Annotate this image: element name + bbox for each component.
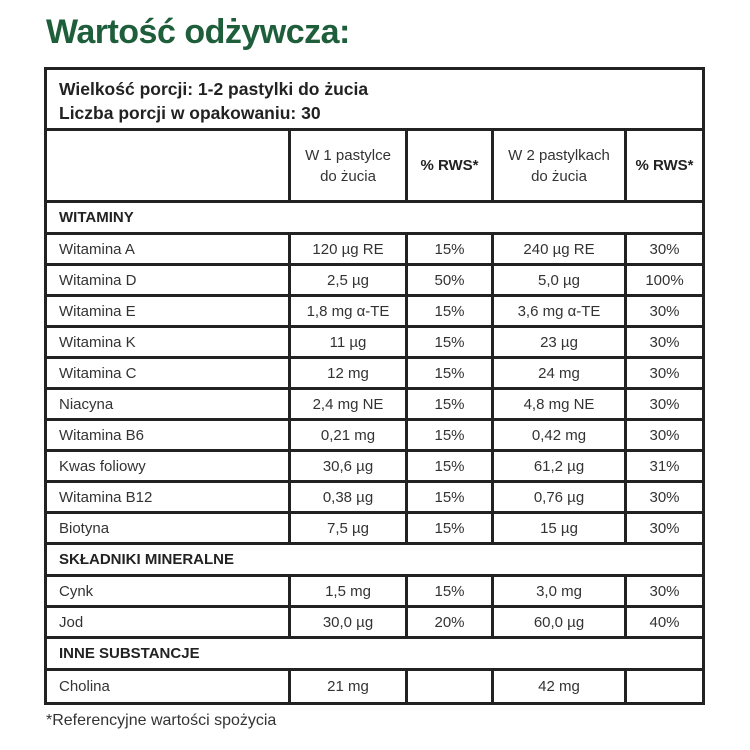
- amount-per-one: 2,5 µg: [288, 266, 405, 294]
- rws-per-two: 30%: [624, 421, 702, 449]
- nutrient-name: Witamina B12: [59, 488, 153, 506]
- rws-per-one: 50%: [405, 266, 491, 294]
- amount-per-one: 21 mg: [288, 671, 405, 702]
- rws-per-one: 15%: [405, 328, 491, 356]
- table-row: [47, 359, 702, 390]
- column-header-rws-one: % RWS*: [405, 131, 491, 200]
- column-header-name: [47, 131, 288, 200]
- nutrient-name: Witamina B6: [59, 426, 145, 444]
- amount-per-one: 12 mg: [288, 359, 405, 387]
- amount-per-two: 23 µg: [491, 328, 624, 356]
- rws-per-one: 15%: [405, 421, 491, 449]
- rws-per-two: 40%: [624, 608, 702, 636]
- rws-per-one: 15%: [405, 235, 491, 263]
- table-row: [47, 421, 702, 452]
- rws-per-one: 20%: [405, 608, 491, 636]
- serving-info: [47, 70, 702, 131]
- amount-per-one: 1,8 mg α-TE: [288, 297, 405, 325]
- amount-per-two: 0,42 mg: [491, 421, 624, 449]
- amount-per-two: 61,2 µg: [491, 452, 624, 480]
- amount-per-two: 4,8 mg NE: [491, 390, 624, 418]
- nutrient-name: Witamina E: [59, 302, 136, 320]
- rws-per-two: 30%: [624, 297, 702, 325]
- amount-per-two: 42 mg: [491, 671, 624, 702]
- nutrient-name: Jod: [59, 613, 84, 631]
- nutrient-name: Witamina C: [59, 364, 137, 382]
- serving-size: Wielkość porcji: 1-2 pastylki do żucia: [59, 79, 369, 99]
- amount-per-one: 30,6 µg: [288, 452, 405, 480]
- amount-per-one: 0,21 mg: [288, 421, 405, 449]
- table-row: [47, 328, 702, 359]
- column-header-per-two: W 2 pastylkach do żucia: [491, 131, 624, 200]
- rws-per-two: 30%: [624, 328, 702, 356]
- rws-per-two: 30%: [624, 390, 702, 418]
- nutrient-name: Cholina: [59, 678, 110, 695]
- amount-per-two: 5,0 µg: [491, 266, 624, 294]
- table-row: [47, 266, 702, 297]
- rws-per-two: 30%: [624, 514, 702, 542]
- table-row: [47, 297, 702, 328]
- rws-per-one: 15%: [405, 577, 491, 605]
- table-row: [47, 608, 702, 639]
- amount-per-one: 11 µg: [288, 328, 405, 356]
- serving-count: Liczba porcji w opakowaniu: 30: [59, 103, 321, 123]
- nutrition-table: [44, 67, 705, 705]
- column-header-rws-two: % RWS*: [624, 131, 702, 200]
- section-heading: SKŁADNIKI MINERALNE: [47, 545, 702, 577]
- table-row: [47, 390, 702, 421]
- section-heading: WITAMINY: [47, 203, 702, 235]
- amount-per-two: 24 mg: [491, 359, 624, 387]
- amount-per-one: 7,5 µg: [288, 514, 405, 542]
- rws-per-one: 15%: [405, 359, 491, 387]
- nutrient-name: Kwas foliowy: [59, 457, 146, 475]
- amount-per-one: 1,5 mg: [288, 577, 405, 605]
- column-header-row: [47, 131, 702, 203]
- nutrient-name: Niacyna: [59, 395, 114, 413]
- amount-per-two: 60,0 µg: [491, 608, 624, 636]
- table-row: [47, 235, 702, 266]
- rws-per-two: 100%: [624, 266, 702, 294]
- amount-per-one: 30,0 µg: [288, 608, 405, 636]
- rws-per-two: 30%: [624, 483, 702, 511]
- column-header-per-one: W 1 pastylce do żucia: [288, 131, 405, 200]
- table-row: [47, 577, 702, 608]
- rws-per-two: 30%: [624, 235, 702, 263]
- nutrient-name: Witamina K: [59, 333, 136, 351]
- amount-per-two: 3,6 mg α-TE: [491, 297, 624, 325]
- rws-per-one: 15%: [405, 483, 491, 511]
- amount-per-two: 3,0 mg: [491, 577, 624, 605]
- table-row: [47, 452, 702, 483]
- rws-per-one: [405, 671, 491, 702]
- nutrient-name: Cynk: [59, 582, 94, 600]
- amount-per-two: 15 µg: [491, 514, 624, 542]
- footnote: *Referencyjne wartości spożycia: [46, 712, 277, 729]
- nutrient-name: Witamina D: [59, 271, 137, 289]
- section-heading: INNE SUBSTANCJE: [47, 639, 702, 671]
- rws-per-one: 15%: [405, 390, 491, 418]
- rws-per-one: 15%: [405, 297, 491, 325]
- rws-per-one: 15%: [405, 452, 491, 480]
- table-row: [47, 514, 702, 545]
- amount-per-one: 0,38 µg: [288, 483, 405, 511]
- amount-per-one: 2,4 mg NE: [288, 390, 405, 418]
- table-row: [47, 671, 702, 702]
- page-title: Wartość odżywcza:: [46, 13, 350, 51]
- rws-per-two: 31%: [624, 452, 702, 480]
- amount-per-one: 120 µg RE: [288, 235, 405, 263]
- rws-per-one: 15%: [405, 514, 491, 542]
- table-row: [47, 483, 702, 514]
- rws-per-two: 30%: [624, 359, 702, 387]
- nutrient-name: Biotyna: [59, 519, 110, 537]
- rws-per-two: [624, 671, 702, 702]
- amount-per-two: 240 µg RE: [491, 235, 624, 263]
- nutrient-name: Witamina A: [59, 240, 135, 258]
- rws-per-two: 30%: [624, 577, 702, 605]
- amount-per-two: 0,76 µg: [491, 483, 624, 511]
